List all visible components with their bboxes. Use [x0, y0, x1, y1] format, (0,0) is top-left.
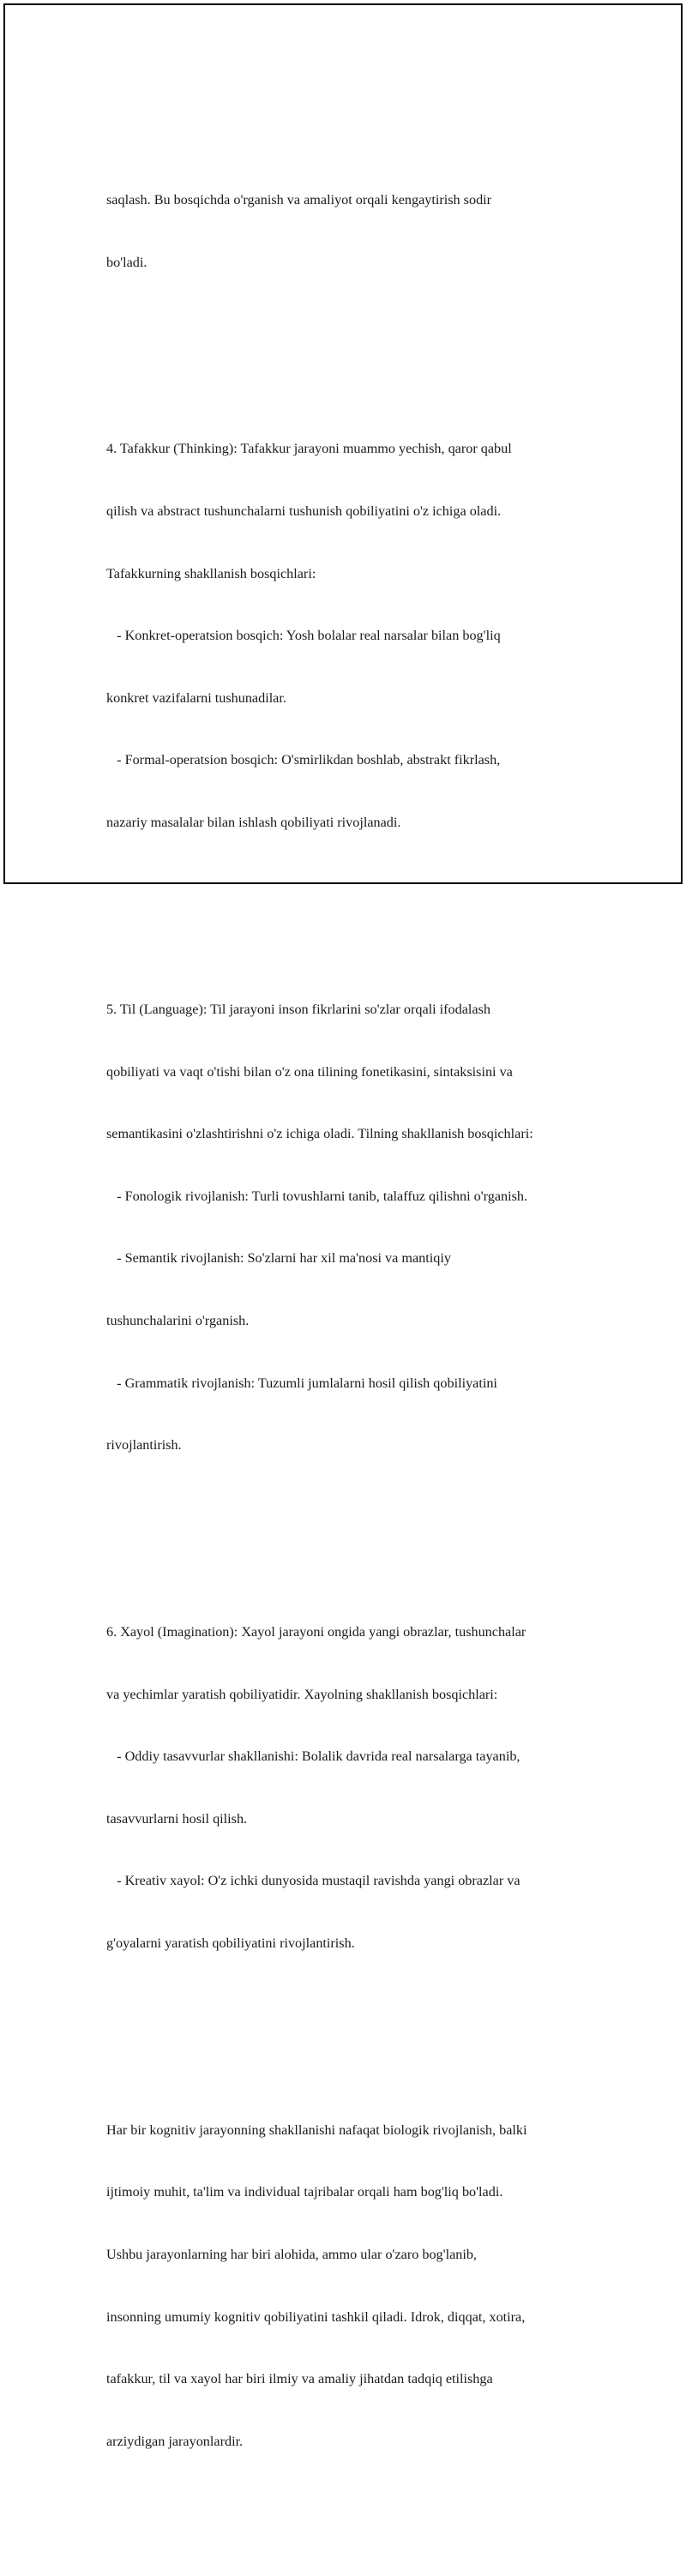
- list-item-line: - Fonologik rivojlanish: Turli tovushlarni tanib, talaffuz qilishni o'rganish.: [106, 1188, 528, 1204]
- paragraph-conclusion: [106, 2078, 595, 2493]
- text-line: bo'ladi.: [106, 254, 147, 270]
- section-heading-line: 5. Til (Language): Til jarayoni inson fikrlarini so'zlar orqali ifodalash: [106, 1001, 491, 1017]
- paragraph-imagination: [106, 1580, 595, 1995]
- list-item-line: - Semantik rivojlanish: So'zlarni har xil ma'nosi va mantiqiy: [106, 1250, 451, 1267]
- paragraph-memory-continuation: [106, 148, 595, 315]
- document-body: [106, 86, 595, 2576]
- paragraph-thinking: [106, 397, 595, 875]
- text-line: tafakkur, til va xayol har biri ilmiy va amaliy jihatdan tadqiq etilishga: [106, 2371, 493, 2387]
- text-line: ijtimoiy muhit, ta'lim va individual tajribalar orqali ham bog'liq bo'ladi.: [106, 2184, 503, 2200]
- text-line: saqlash. Bu bosqichda o'rganish va amaliyot orqali kengaytirish sodir: [106, 192, 492, 208]
- paragraph-language: [106, 958, 595, 1497]
- text-line: arziydigan jarayonlardir.: [106, 2433, 244, 2449]
- text-line: semantikasini o'zlashtirishni o'z ichiga oladi. Tilning shakllanish bosqichlari:: [106, 1126, 533, 1142]
- list-item-line: - Oddiy tasavvurlar shakllanishi: Bolalik davrida real narsalarga tayanib,: [106, 1748, 521, 1765]
- text-line: qobiliyati va vaqt o'tishi bilan o'z ona tilining fonetikasini, sintaksisini va: [106, 1063, 513, 1080]
- text-line: insonning umumiy kognitiv qobiliyatini tashkil qiladi. Idrok, diqqat, xotira,: [106, 2308, 526, 2325]
- text-line: Har bir kognitiv jarayonning shakllanishi nafaqat biologik rivojlanish, balki: [106, 2122, 527, 2138]
- list-item-line: - Formal-operatsion bosqich: O'smirlikdan boshlab, abstrakt fikrlash,: [106, 752, 501, 768]
- text-line: qilish va abstract tushunchalarni tushunish qobiliyatini o'z ichiga oladi.: [106, 503, 502, 520]
- list-item-line: - Grammatik rivojlanish: Tuzumli jumlalarni hosil qilish qobiliyatini: [106, 1375, 497, 1391]
- page-frame: [3, 3, 683, 2449]
- section-heading-line: 4. Tafakkur (Thinking): Tafakkur jarayoni muammo yechish, qaror qabul: [106, 441, 512, 457]
- text-line: Tafakkurning shakllanish bosqichlari:: [106, 565, 316, 581]
- list-item-line: - Konkret-operatsion bosqich: Yosh bolalar real narsalar bilan bog'liq: [106, 628, 501, 644]
- text-line: Ushbu jarayonlarning har biri alohida, ammo ular o'zaro bog'lanib,: [106, 2247, 477, 2263]
- text-line: tasavvurlarni hosil qilish.: [106, 1810, 248, 1827]
- text-line: nazariy masalalar bilan ishlash qobiliyati rivojlanadi.: [106, 815, 401, 831]
- text-line: konkret vazifalarni tushunadilar.: [106, 689, 286, 706]
- text-line: rivojlantirish.: [106, 1437, 182, 1454]
- text-line: g'oyalarni yaratish qobiliyatini rivojlantirish.: [106, 1935, 355, 1952]
- text-line: va yechimlar yaratish qobiliyatidir. Xayolning shakllanish bosqichlari:: [106, 1686, 498, 1702]
- list-item-line: - Kreativ xayol: O'z ichki dunyosida mustaqil ravishda yangi obrazlar va: [106, 1873, 521, 1889]
- section-heading-line: 6. Xayol (Imagination): Xayol jarayoni ongida yangi obrazlar, tushunchalar: [106, 1623, 527, 1640]
- text-line: tushunchalarini o'rganish.: [106, 1312, 250, 1328]
